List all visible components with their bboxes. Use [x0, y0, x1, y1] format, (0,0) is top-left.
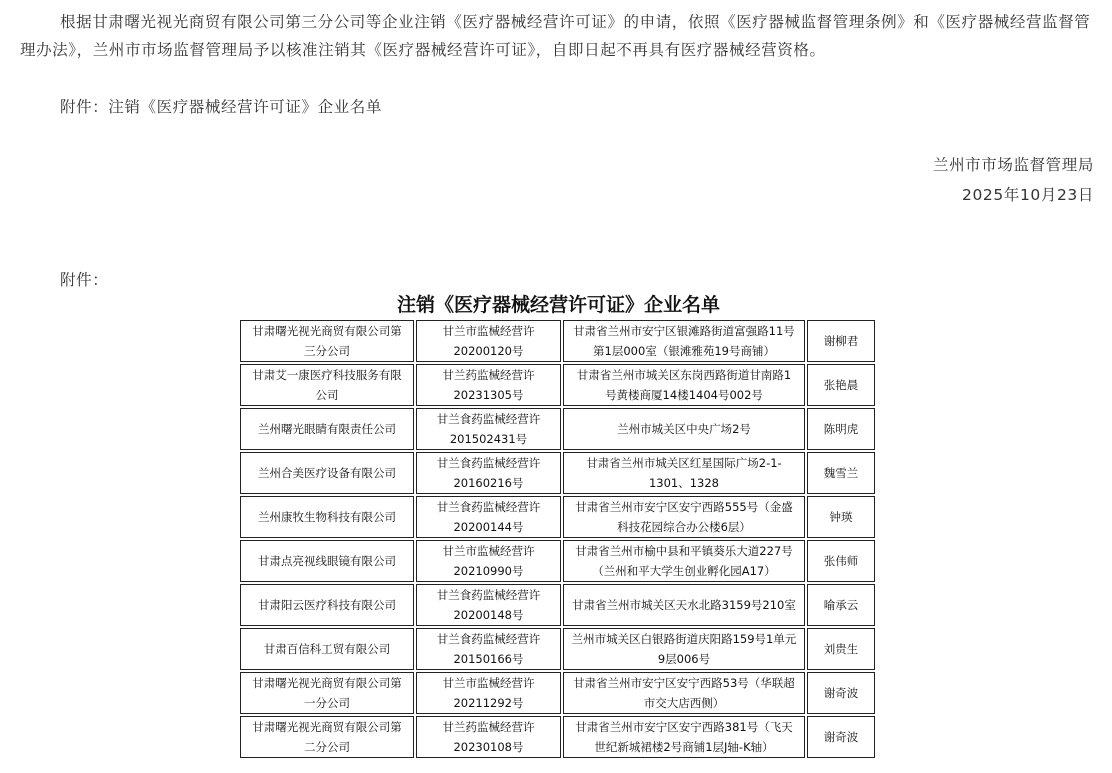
license-number-line: 20210990号 [453, 564, 524, 578]
table-row [240, 496, 875, 538]
license-number-line: 20150166号 [453, 652, 524, 666]
company-name-line: 甘肃曙光视光商贸有限公司第 [252, 720, 402, 734]
license-number-line: 20230108号 [453, 740, 524, 754]
license-number-cell [416, 452, 561, 494]
address-line: 科技花园综合办公楼6层） [617, 520, 751, 534]
company-name-line: 兰州康牧生物科技有限公司 [258, 510, 396, 524]
notice-body: 根据甘肃曙光视光商贸有限公司第三分公司等企业注销《医疗器械经营许可证》的申请，依照《医疗器械监督管理条例》和《医疗器械经营监督管理办法》，兰州市市场监督管理局予以核准注销其《医疗器械经营许可证》，自即日起不再具有医疗器械经营资格。 [20, 13, 1091, 59]
table-row [240, 672, 875, 714]
license-number-cell [416, 540, 561, 582]
address-cell [563, 628, 805, 670]
company-name-line: 甘肃阳云医疗科技有限公司 [258, 598, 396, 612]
license-number-line: 甘兰市监械经营许 [442, 676, 535, 690]
legal-person-text: 喻承云 [823, 598, 859, 612]
legal-person-text: 钟瑛 [829, 510, 853, 524]
legal-person-cell [807, 452, 875, 494]
license-number-line: 甘兰食药监械经营许 [436, 500, 541, 514]
address-cell [563, 540, 805, 582]
license-number-cell [416, 496, 561, 538]
address-cell [563, 584, 805, 626]
table-row [240, 584, 875, 626]
attachment-label: 附件： [60, 271, 109, 289]
legal-person-text: 谢奇波 [823, 730, 859, 744]
legal-person-text: 张伟师 [823, 554, 859, 568]
attachment-reference: 附件：注销《医疗器械经营许可证》企业名单 [60, 98, 383, 116]
address-line: 号黄楼商厦14楼1404号002号 [605, 388, 763, 402]
license-number-cell [416, 716, 561, 758]
company-name-line: 甘肃曙光视光商贸有限公司第 [252, 676, 402, 690]
table-row [240, 628, 875, 670]
company-name-line: 公司 [315, 388, 339, 402]
address-line: 甘肃省兰州市安宁区安宁西路381号（飞天 [575, 720, 793, 734]
legal-person-text: 陈明虎 [823, 422, 859, 436]
company-name-line: 兰州曙光眼睛有限责任公司 [258, 422, 396, 436]
legal-person-text: 张艳晨 [823, 378, 859, 392]
table-row [240, 540, 875, 582]
table-row [240, 364, 875, 406]
company-name-cell [240, 364, 414, 406]
address-line: （兰州和平大学生创业孵化园A17） [592, 564, 776, 578]
legal-person-text: 刘贵生 [823, 642, 859, 656]
table-title: 注销《医疗器械经营许可证》企业名单 [396, 294, 720, 316]
address-line: 1301、1328 [648, 476, 720, 490]
license-number-cell [416, 364, 561, 406]
address-cell [563, 320, 805, 362]
company-name-cell [240, 408, 414, 450]
company-name-line: 甘肃艾一康医疗科技服务有限 [252, 368, 402, 382]
company-name-line: 三分公司 [304, 344, 350, 358]
legal-person-text: 魏雪兰 [823, 466, 859, 480]
license-number-line: 甘兰食药监械经营许 [436, 588, 541, 602]
license-number-line: 20231305号 [453, 388, 524, 402]
license-number-line: 甘兰食药监械经营许 [436, 456, 541, 470]
legal-person-cell [807, 408, 875, 450]
license-number-line: 20160216号 [453, 476, 524, 490]
license-number-line: 甘兰市监械经营许 [442, 544, 535, 558]
address-line: 甘肃省兰州市榆中县和平镇葵乐大道227号 [575, 544, 793, 558]
legal-person-text: 谢奇波 [823, 686, 859, 700]
company-name-cell [240, 672, 414, 714]
legal-person-cell [807, 496, 875, 538]
address-line: 第1层000室（银滩雅苑19号商铺） [593, 344, 775, 358]
license-number-cell [416, 628, 561, 670]
company-name-cell [240, 320, 414, 362]
address-cell [563, 496, 805, 538]
address-cell [563, 452, 805, 494]
license-number-line: 20200144号 [453, 520, 524, 534]
company-name-line: 兰州合美医疗设备有限公司 [258, 466, 396, 480]
company-name-line: 二分公司 [304, 740, 350, 754]
company-name-line: 甘肃点亮视线眼镜有限公司 [258, 554, 396, 568]
legal-person-cell [807, 628, 875, 670]
enterprise-table [238, 318, 877, 760]
address-cell [563, 672, 805, 714]
license-number-line: 20200120号 [453, 344, 524, 358]
legal-person-cell [807, 672, 875, 714]
issuing-authority: 兰州市市场监督管理局 [932, 156, 1094, 174]
address-cell [563, 408, 805, 450]
company-name-cell [240, 716, 414, 758]
address-cell [563, 364, 805, 406]
address-line: 世纪新城裙楼2号商铺1层J轴-K轴） [594, 740, 774, 754]
address-line: 甘肃省兰州市安宁区银滩路街道富强路11号 [573, 324, 795, 338]
legal-person-text: 谢柳君 [823, 334, 859, 348]
address-line: 甘肃省兰州市安宁区安宁西路53号（华联超 [573, 676, 795, 690]
company-name-cell [240, 540, 414, 582]
address-line: 兰州市城关区白银路街道庆阳路159号1单元 [571, 632, 797, 646]
company-name-cell [240, 452, 414, 494]
legal-person-cell [807, 540, 875, 582]
license-number-cell [416, 584, 561, 626]
license-number-line: 甘兰药监械经营许 [442, 368, 535, 382]
table-row [240, 452, 875, 494]
license-number-cell [416, 320, 561, 362]
legal-person-cell [807, 716, 875, 758]
address-line: 甘肃省兰州市城关区天水北路3159号210室 [572, 598, 796, 612]
address-line: 市交大店西侧） [643, 696, 725, 710]
company-name-cell [240, 584, 414, 626]
address-line: 兰州市城关区中央广场2号 [617, 422, 751, 436]
company-name-line: 甘肃百信科工贸有限公司 [263, 642, 391, 656]
license-number-cell [416, 672, 561, 714]
license-number-cell [416, 408, 561, 450]
license-number-line: 甘兰市监械经营许 [442, 324, 535, 338]
table-row [240, 320, 875, 362]
legal-person-cell [807, 584, 875, 626]
license-number-line: 甘兰食药监械经营许 [436, 632, 541, 646]
address-line: 甘肃省兰州市城关区红星国际广场2-1- [586, 456, 782, 470]
license-number-line: 201502431号 [449, 432, 528, 446]
address-cell [563, 716, 805, 758]
address-line: 甘肃省兰州市安宁区安宁西路555号（金盛 [575, 500, 793, 514]
address-line: 甘肃省兰州市城关区东岗西路街道甘南路1 [576, 368, 792, 382]
license-number-line: 20211292号 [453, 696, 524, 710]
issue-date: 2025年10月23日 [962, 186, 1094, 204]
company-name-line: 一分公司 [304, 696, 350, 710]
legal-person-cell [807, 364, 875, 406]
company-name-cell [240, 496, 414, 538]
license-number-line: 甘兰药监械经营许 [442, 720, 535, 734]
license-number-line: 20200148号 [453, 608, 524, 622]
company-name-cell [240, 628, 414, 670]
license-number-line: 甘兰食药监械经营许 [436, 412, 541, 426]
table-row [240, 408, 875, 450]
table-row [240, 716, 875, 758]
legal-person-cell [807, 320, 875, 362]
address-line: 9层006号 [657, 652, 711, 666]
company-name-line: 甘肃曙光视光商贸有限公司第 [252, 324, 402, 338]
